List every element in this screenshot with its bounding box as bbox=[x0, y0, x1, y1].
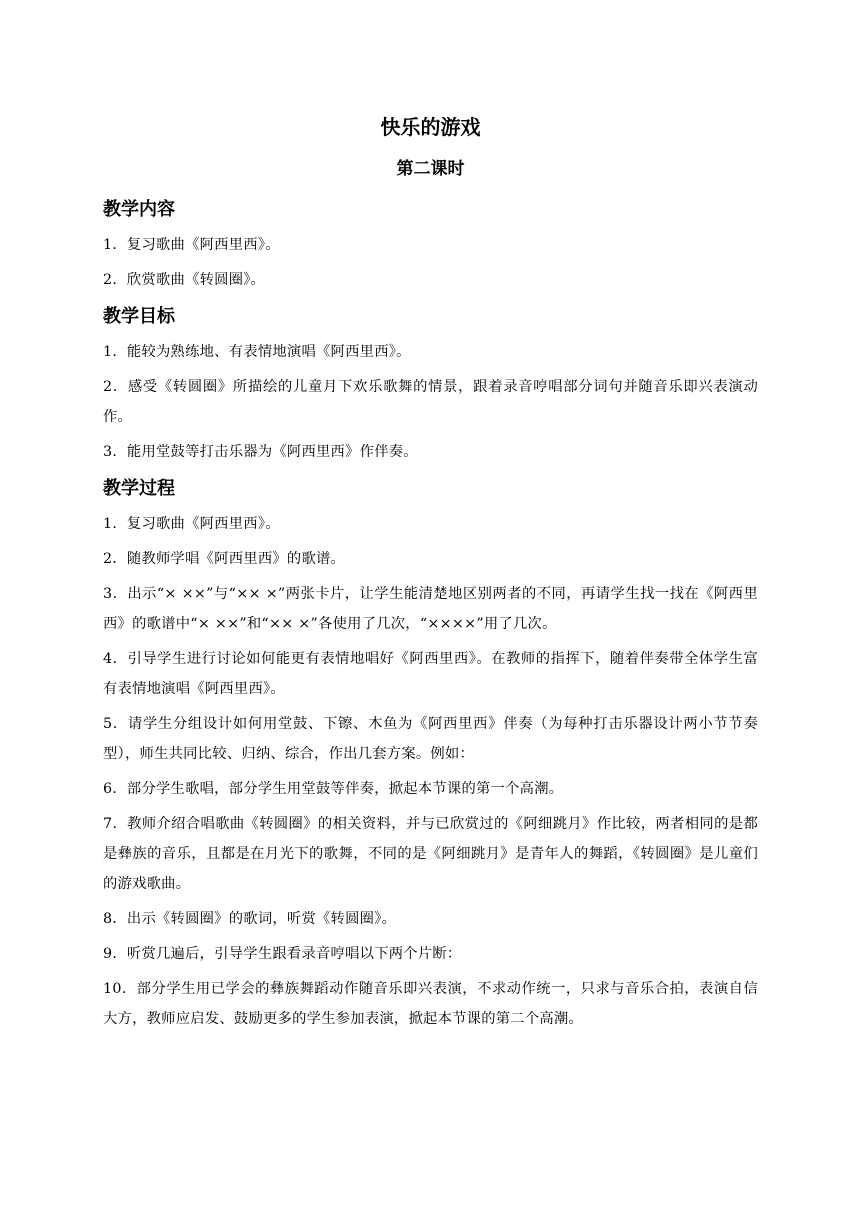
list-item: 6．部分学生歌唱，部分学生用堂鼓等伴奏，掀起本节课的第一个高潮。 bbox=[103, 781, 564, 797]
list-item: 9．听赏几遍后，引导学生跟看录音哼唱以下两个片断： bbox=[103, 946, 462, 962]
list-item: 2．感受《转圆圈》所描绘的儿童月下欢乐歌舞的情景，跟着录音哼唱部分词句并随音乐即兴表演动作。 bbox=[103, 379, 758, 425]
list-item: 5．请学生分组设计如何用堂鼓、下镲、木鱼为《阿西里西》伴奏（为每种打击乐器设计两小节节奏型），师生共同比较、归纳、综合，作出几套方案。例如： bbox=[103, 716, 758, 762]
list-item: 10．部分学生用已学会的彝族舞蹈动作随音乐即兴表演，不求动作统一，只求与音乐合拍，表演自信大方，教师应启发、鼓励更多的学生参加表演，掀起本节课的第二个高潮。 bbox=[103, 981, 758, 1027]
list-item: 1．复习歌曲《阿西里西》。 bbox=[103, 516, 280, 532]
document-page bbox=[103, 112, 758, 1042]
list-item: 3．能用堂鼓等打击乐器为《阿西里西》作伴奏。 bbox=[103, 444, 418, 460]
section-heading: 教学内容 bbox=[103, 199, 175, 220]
section-teaching-content bbox=[103, 196, 758, 295]
document-title: 快乐的游戏 bbox=[380, 115, 481, 139]
list-item: 3．出示“× ××”与“×× ×”两张卡片，让学生能清楚地区别两者的不同，再请学生找一找在《阿西里西》的歌谱中“× ××”和“×× ×”各使用了几次，“××××”用了几次。 bbox=[103, 586, 758, 632]
section-heading: 教学过程 bbox=[103, 478, 175, 499]
list-item: 2．随教师学唱《阿西里西》的歌谱。 bbox=[103, 551, 346, 567]
list-item: 1．复习歌曲《阿西里西》。 bbox=[103, 237, 280, 253]
list-item: 1．能较为熟练地、有表情地演唱《阿西里西》。 bbox=[103, 344, 411, 360]
section-heading: 教学目标 bbox=[103, 306, 175, 327]
list-item: 4．引导学生进行讨论如何能更有表情地唱好《阿西里西》。在教师的指挥下，随着伴奏带全体学生富有表情地演唱《阿西里西》。 bbox=[103, 651, 758, 697]
list-item: 8．出示《转圆圈》的歌词，听赏《转圆圈》。 bbox=[103, 911, 397, 927]
list-item: 2．欣赏歌曲《转圆圈》。 bbox=[103, 272, 266, 288]
section-teaching-process bbox=[103, 475, 758, 1034]
list-item: 7．教师介绍合唱歌曲《转圆圈》的相关资料，并与已欣赏过的《阿细跳月》作比较，两者相同的是都是彝族的音乐，且都是在月光下的歌舞，不同的是《阿细跳月》是青年人的舞蹈，《转圆圈》是儿童们的游戏歌曲。 bbox=[103, 816, 758, 892]
document-body bbox=[103, 196, 758, 1034]
document-subtitle: 第二课时 bbox=[396, 159, 465, 179]
section-teaching-goals bbox=[103, 303, 758, 467]
